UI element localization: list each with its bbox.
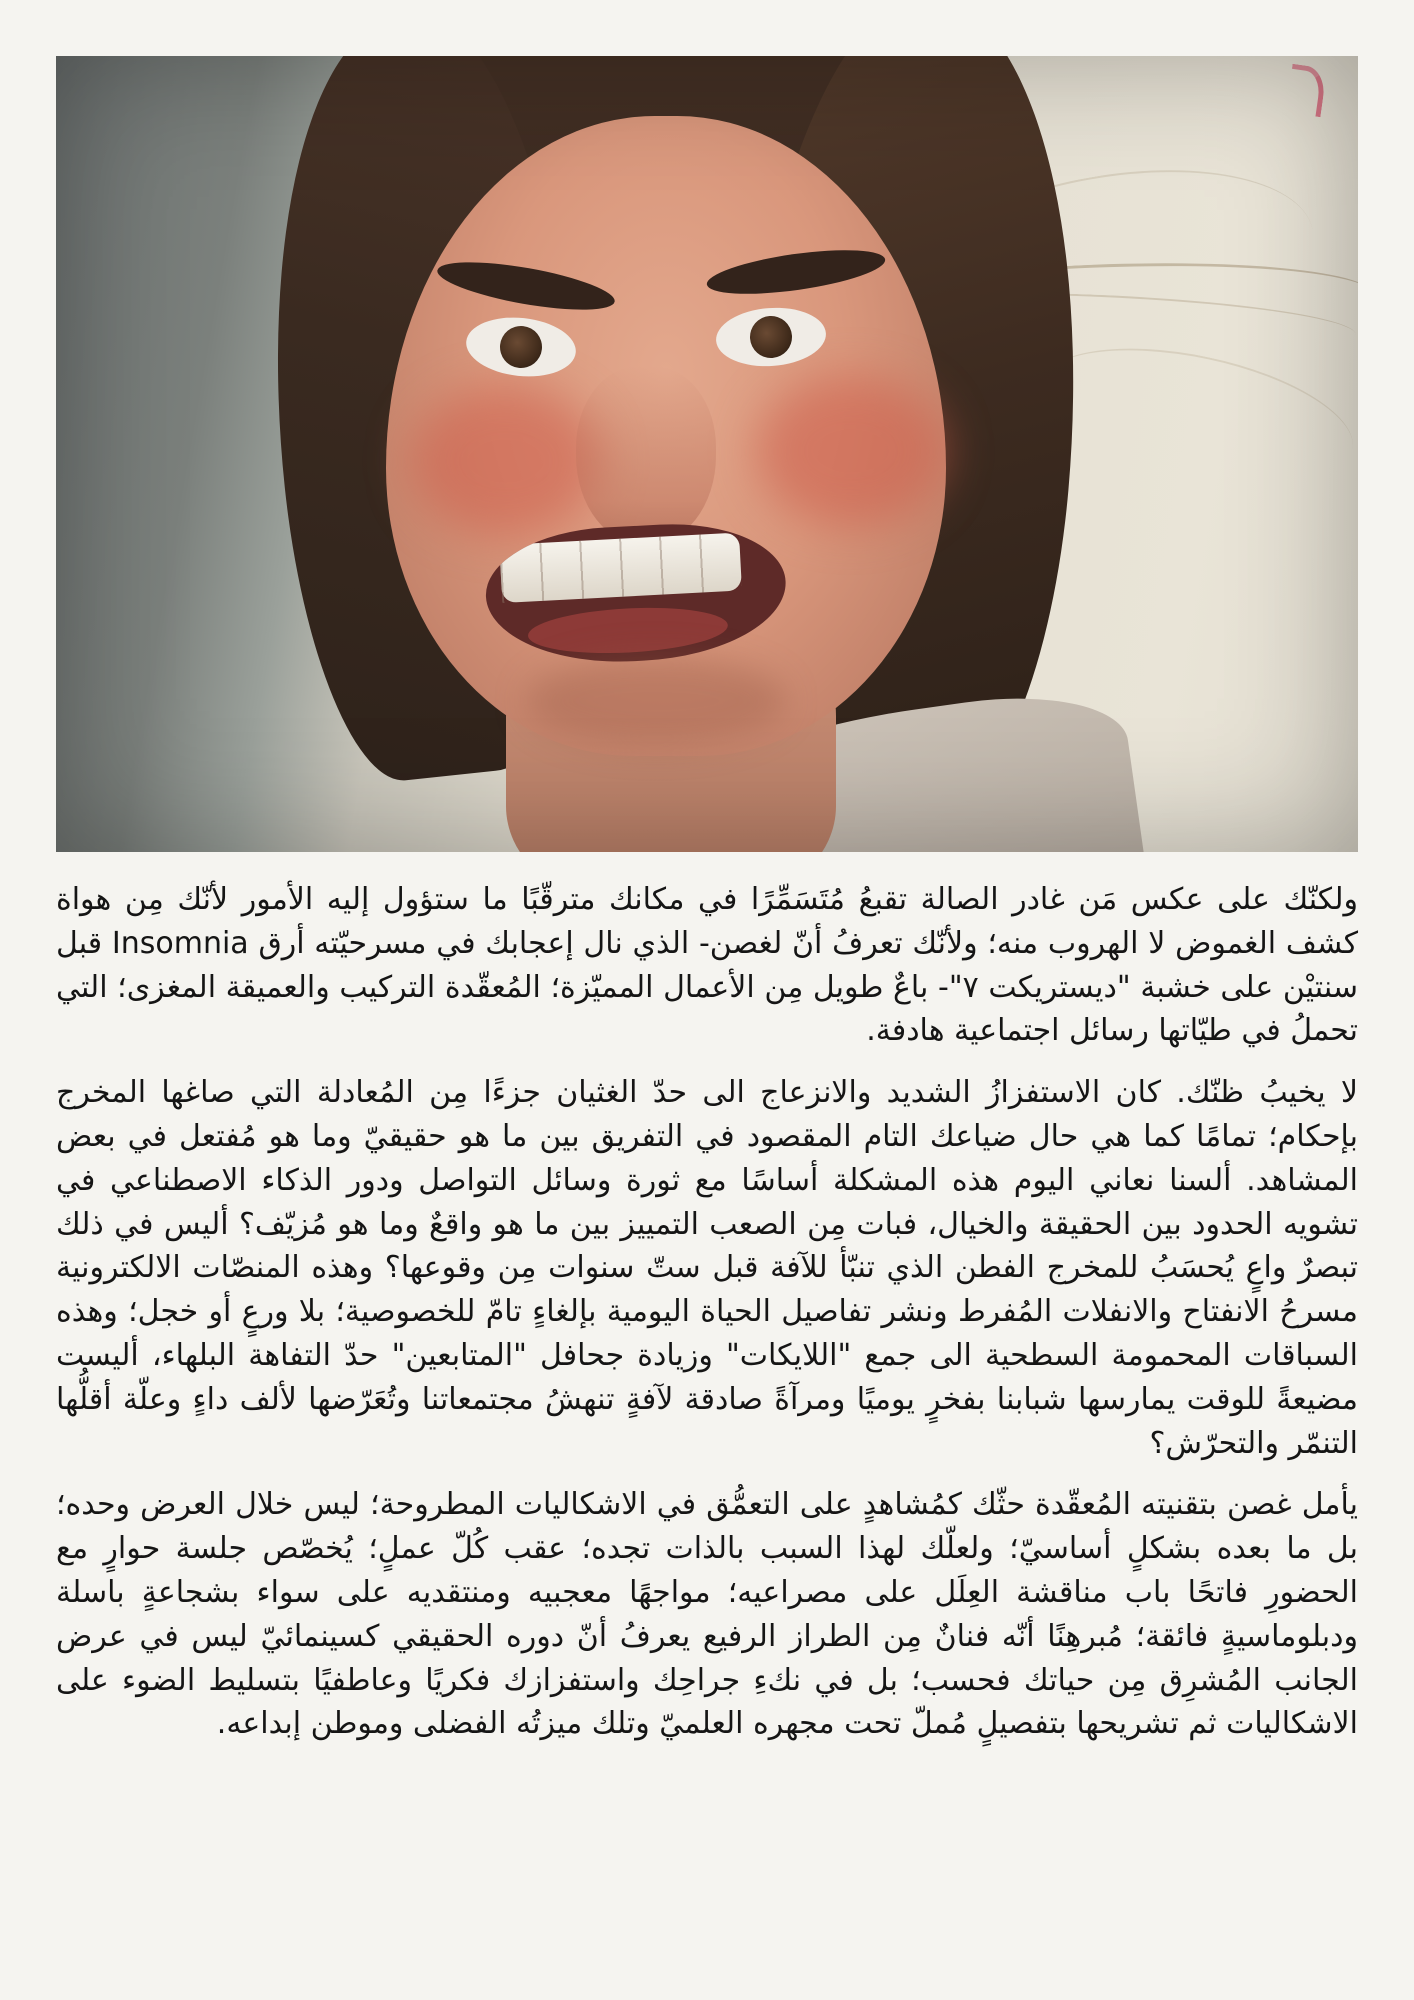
iris-right bbox=[749, 315, 794, 360]
cheek-blush-right bbox=[756, 376, 946, 526]
article-body bbox=[56, 878, 1358, 1746]
article-paragraph: يأمل غصن بتقنيته المُعقّدة حثّك كمُشاهدٍ على التعمُّق في الاشكاليات المطروحة؛ ليس خلال العرض وحده؛ بل ما بعده بشكلٍ أساسيّ؛ ولعلّك لهذا السبب بالذات تجده؛ عقب كُلّ عملٍ؛ يُخصّص جلسة حوارٍ مع الحضورِ فاتحًا باب مناقشة العِلَل على مصراعيه؛ مواجهًا معجبيه ومنتقديه على سواء بشجاعةٍ باسلة ودبلوماسيةٍ فائقة؛ مُبرهِنًا أنّه فنانٌ مِن الطراز الرفيع يعرفُ أنّ دوره الحقيقي كسينمائيّ ليس في عرض الجانب المُشرِق مِن حياتك فحسب؛ بل في نكءِ جراحِك واستفزازك فكريًا وعاطفيًا بتسليط الضوء على الاشكاليات ثم تشريحها بتفصيلٍ مُملّ تحت مجهره العلميّ وتلك ميزتُه الفضلى وموطن إبداعه. bbox=[56, 1487, 1358, 1742]
cheek-blush-left bbox=[411, 386, 601, 536]
photo-background bbox=[56, 56, 1358, 852]
iris-left bbox=[498, 324, 544, 370]
pink-wall-mark bbox=[1286, 64, 1327, 117]
article-hero-image bbox=[56, 56, 1358, 852]
lower-lip bbox=[527, 603, 729, 657]
teeth bbox=[499, 533, 742, 603]
article-paragraph: ولكنّك على عكس مَن غادر الصالة تقبعُ مُتَسَمِّرًا في مكانك مترقّبًا ما ستؤول إليه الأمور لأنّك مِن هواة كشف الغموض لا الهروب منه؛ ولأنّك تعرفُ أنّ لغصن- الذي نال إعجابك في مسرحيّته أرق Insomnia قبل سنتيْن على خشبة "ديستريكت ٧"- باعٌ طويل مِن الأعمال المميّزة؛ المُعقّدة التركيب والعميقة المغزى؛ التي تحملُ في طيّاتها رسائل اجتماعية هادفة. bbox=[56, 882, 1359, 1049]
nose bbox=[576, 366, 716, 546]
article-paragraph: لا يخيبُ ظنّك. كان الاستفزازُ الشديد والانزعاج الى حدّ الغثيان جزءًا مِن المُعادلة التي صاغها المخرج بإحكام؛ تمامًا كما هي حال ضياعك التام المقصود في التفريق بين ما هو حقيقيّ وما هو مُفتعل في بعض المشاهد. ألسنا نعاني اليوم هذه المشكلة أساسًا مع ثورة وسائل التواصل ودور الذكاء الاصطناعي في تشويه الحدود بين الحقيقة والخيال، فبات مِن الصعب التمييز بين ما هو واقعٌ وما هو مُزيّف؟ أليس في ذلك تبصرٌ واعٍ يُحسَبُ للمخرج الفطن الذي تنبّأ للآفة قبل ستّ سنوات مِن وقوعها؟ وهذه المنصّات الالكترونية مسرحُ الانفتاح والانفلات المُفرط ونشر تفاصيل الحياة اليومية بإلغاءٍ تامّ للخصوصية؛ بلا ورعٍ أو خجل؛ وهذه السباقات المحمومة السطحية الى جمع "اللايكات" وزيادة جحافل "المتابعين" حدّ التفاهة البلهاء، أليست مضيعةً للوقت يمارسها شبابنا بفخرٍ يوميًا ومرآةً صادقة لآفةٍ تنهشُ مجتمعاتنا وتُعَرّضها لألف داءٍ وعلّة أقلُّها التنمّر والتحرّش؟ bbox=[56, 1075, 1358, 1461]
chin-shadow bbox=[526, 656, 786, 746]
